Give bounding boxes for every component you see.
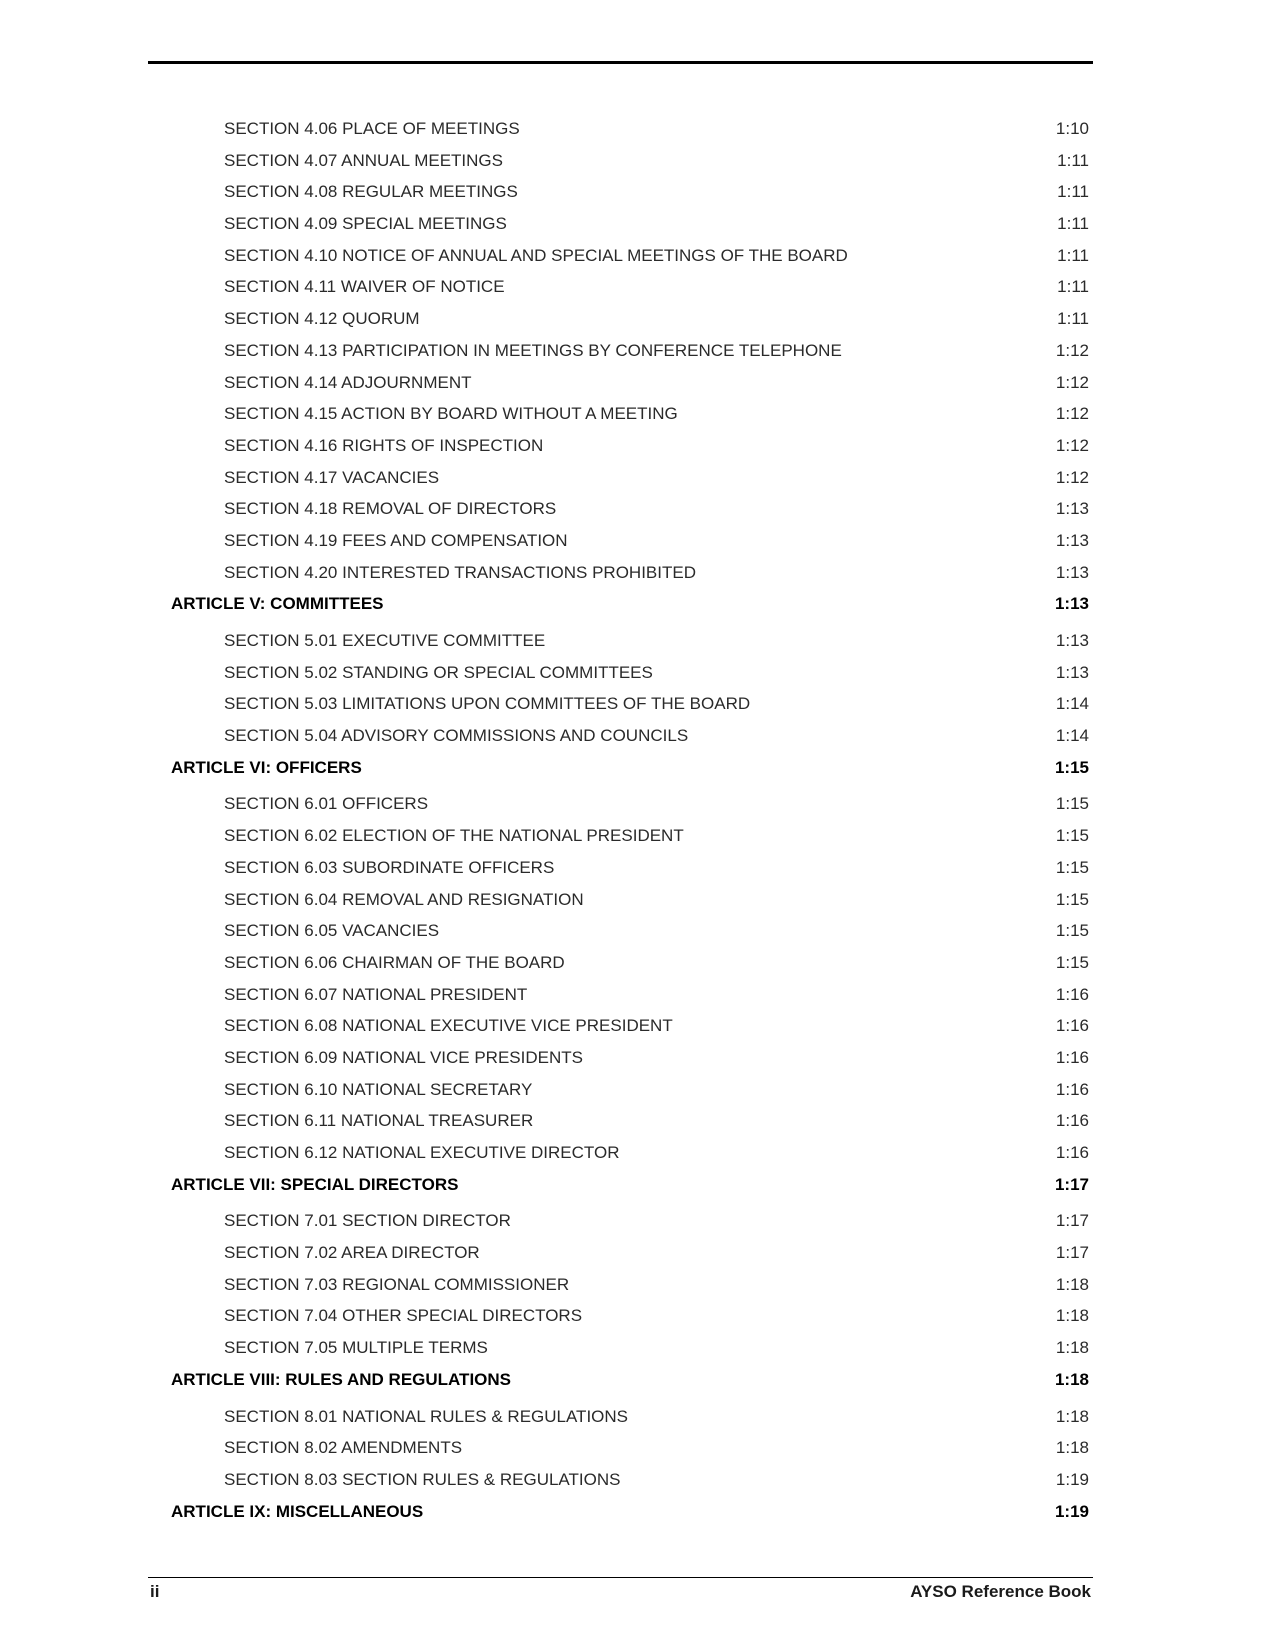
toc-entry-title: SECTION 6.01 OFFICERS: [224, 794, 429, 814]
toc-section-entry[interactable]: [148, 1401, 1089, 1433]
toc-article-entry[interactable]: [148, 1496, 1089, 1528]
toc-entry-page: 1:17: [1055, 1243, 1089, 1263]
toc-entry-page: 1:11: [1057, 245, 1089, 265]
toc-section-entry[interactable]: [148, 462, 1089, 494]
toc-entry-title: ARTICLE IX: MISCELLANEOUS: [171, 1501, 424, 1521]
toc-section-entry[interactable]: [148, 1137, 1089, 1169]
toc-section-entry[interactable]: [148, 820, 1089, 852]
toc-section-entry[interactable]: [148, 657, 1089, 689]
toc-entry-title: SECTION 5.01 EXECUTIVE COMMITTEE: [224, 631, 546, 650]
toc-entry-title: SECTION 6.02 ELECTION OF THE NATIONAL PRESIDENT: [224, 826, 684, 846]
toc-entry-page: 1:10: [1055, 119, 1089, 138]
toc-section-entry[interactable]: [148, 145, 1089, 177]
toc-entry-title: SECTION 4.19 FEES AND COMPENSATION: [224, 530, 568, 550]
toc-entry-title: SECTION 6.08 NATIONAL EXECUTIVE VICE PRESIDENT: [224, 1016, 673, 1036]
toc-section-entry[interactable]: [148, 240, 1089, 272]
toc-section-entry[interactable]: [148, 915, 1089, 947]
toc-entry-title: SECTION 7.02 AREA DIRECTOR: [224, 1243, 480, 1263]
toc-entry-title: SECTION 4.12 QUORUM: [224, 309, 420, 329]
toc-entry-title: SECTION 5.04 ADVISORY COMMISSIONS AND COUNCILS: [224, 726, 689, 746]
toc-entry-title: SECTION 4.13 PARTICIPATION IN MEETINGS BY CONFERENCE TELEPHONE: [224, 340, 842, 360]
toc-entry-page: 1:15: [1055, 952, 1089, 972]
toc-entry-title: SECTION 6.11 NATIONAL TREASURER: [224, 1111, 534, 1131]
toc-entry-page: 1:12: [1055, 372, 1089, 392]
toc-section-entry[interactable]: [148, 720, 1089, 752]
toc-entry-title: SECTION 6.06 CHAIRMAN OF THE BOARD: [224, 952, 565, 972]
toc-entry-page: 1:18: [1055, 1274, 1089, 1294]
toc-section-entry[interactable]: [148, 1074, 1089, 1106]
toc-entry-title: SECTION 7.03 REGIONAL COMMISSIONER: [224, 1274, 570, 1294]
toc-entry-title: SECTION 6.07 NATIONAL PRESIDENT: [224, 984, 528, 1004]
toc-section-entry[interactable]: [148, 1269, 1089, 1301]
toc-entry-page: 1:16: [1055, 1111, 1089, 1131]
toc-entry-page: 1:19: [1055, 1469, 1089, 1489]
toc-section-entry[interactable]: [148, 113, 1089, 145]
toc-entry-page: 1:11: [1057, 182, 1089, 202]
toc-section-entry[interactable]: [148, 525, 1089, 557]
toc-entry-page: 1:15: [1055, 794, 1089, 814]
toc-article-entry[interactable]: [148, 752, 1089, 784]
toc-section-entry[interactable]: [148, 625, 1089, 657]
toc-entry-title: SECTION 4.11 WAIVER OF NOTICE: [224, 277, 505, 297]
toc-entry-title: SECTION 4.08 REGULAR MEETINGS: [224, 182, 518, 202]
toc-entry-page: 1:11: [1057, 309, 1089, 329]
toc-section-entry[interactable]: [148, 1237, 1089, 1269]
toc-entry-page: 1:17: [1054, 1174, 1089, 1194]
table-of-contents: [148, 113, 1089, 1532]
toc-entry-title: SECTION 4.18 REMOVAL OF DIRECTORS: [224, 499, 557, 519]
footer-page-number: ii: [150, 1582, 160, 1601]
toc-entry-title: SECTION 7.05 MULTIPLE TERMS: [224, 1338, 488, 1358]
toc-section-entry[interactable]: [148, 947, 1089, 979]
toc-entry-title: SECTION 6.09 NATIONAL VICE PRESIDENTS: [224, 1047, 583, 1067]
toc-entry-page: 1:14: [1055, 694, 1089, 714]
toc-entry-page: 1:18: [1055, 1306, 1089, 1326]
toc-entry-title: SECTION 6.05 VACANCIES: [224, 921, 440, 941]
toc-entry-title: SECTION 5.02 STANDING OR SPECIAL COMMITTEES: [224, 662, 653, 682]
toc-section-entry[interactable]: [148, 430, 1089, 462]
toc-section-entry[interactable]: [148, 1464, 1089, 1496]
toc-entry-title: SECTION 4.17 VACANCIES: [224, 467, 440, 487]
toc-entry-page: 1:19: [1054, 1501, 1089, 1521]
toc-entry-title: SECTION 4.07 ANNUAL MEETINGS: [224, 150, 503, 170]
toc-entry-title: SECTION 6.12 NATIONAL EXECUTIVE DIRECTOR: [224, 1143, 620, 1162]
footer-book-title: AYSO Reference Book: [910, 1582, 1091, 1601]
toc-section-entry[interactable]: [148, 979, 1089, 1011]
toc-entry-page: 1:16: [1055, 1079, 1089, 1099]
toc-section-entry[interactable]: [148, 493, 1089, 525]
toc-section-entry[interactable]: [148, 1332, 1089, 1364]
toc-section-entry[interactable]: [148, 1300, 1089, 1332]
toc-entry-title: SECTION 6.04 REMOVAL AND RESIGNATION: [224, 889, 584, 909]
toc-entry-page: 1:12: [1055, 435, 1089, 455]
toc-entry-title: ARTICLE VI: OFFICERS: [171, 757, 362, 777]
toc-article-entry[interactable]: [148, 1169, 1089, 1201]
toc-entry-page: 1:17: [1055, 1211, 1089, 1231]
toc-entry-page: 1:11: [1057, 277, 1089, 297]
toc-entry-title: SECTION 7.01 SECTION DIRECTOR: [224, 1211, 511, 1231]
toc-section-entry[interactable]: [148, 1010, 1089, 1042]
toc-entry-title: SECTION 8.01 NATIONAL RULES & REGULATIONS: [224, 1406, 629, 1426]
toc-entry-page: 1:18: [1055, 1338, 1089, 1358]
toc-entry-title: SECTION 4.16 RIGHTS OF INSPECTION: [224, 435, 544, 455]
toc-section-entry[interactable]: [148, 557, 1089, 589]
toc-entry-page: 1:12: [1055, 467, 1089, 487]
toc-section-entry[interactable]: [148, 1105, 1089, 1137]
header-rule: [148, 61, 1093, 64]
toc-entry-page: 1:16: [1055, 1047, 1089, 1067]
toc-entry-page: 1:13: [1055, 631, 1089, 650]
toc-entry-title: SECTION 4.10 NOTICE OF ANNUAL AND SPECIAL MEETINGS OF THE BOARD: [224, 245, 848, 265]
toc-section-entry[interactable]: [148, 398, 1089, 430]
toc-entry-title: SECTION 4.06 PLACE OF MEETINGS: [224, 119, 520, 138]
toc-entry-page: 1:12: [1055, 340, 1089, 360]
toc-section-entry[interactable]: [148, 788, 1089, 820]
toc-entry-title: ARTICLE V: COMMITTEES: [171, 594, 384, 614]
toc-entry-page: 1:14: [1055, 726, 1089, 746]
toc-entry-title: SECTION 4.14 ADJOURNMENT: [224, 372, 472, 392]
toc-entry-page: 1:11: [1057, 150, 1089, 170]
toc-entry-page: 1:13: [1055, 662, 1089, 682]
toc-section-entry[interactable]: [148, 176, 1089, 208]
toc-section-entry[interactable]: [148, 1432, 1089, 1464]
toc-entry-page: 1:12: [1055, 404, 1089, 424]
toc-entry-page: 1:18: [1055, 1438, 1089, 1458]
toc-entry-page: 1:15: [1055, 921, 1089, 941]
toc-article-entry[interactable]: [148, 1364, 1089, 1396]
toc-section-entry[interactable]: [148, 852, 1089, 884]
toc-entry-page: 1:13: [1055, 530, 1089, 550]
toc-entry-page: 1:18: [1054, 1369, 1089, 1389]
toc-entry-title: SECTION 5.03 LIMITATIONS UPON COMMITTEES OF THE BOARD: [224, 694, 751, 714]
toc-entry-page: 1:15: [1055, 857, 1089, 877]
toc-section-entry[interactable]: [148, 208, 1089, 240]
toc-entry-title: SECTION 8.03 SECTION RULES & REGULATIONS: [224, 1469, 621, 1489]
toc-entry-page: 1:16: [1055, 984, 1089, 1004]
toc-entry-title: SECTION 6.10 NATIONAL SECRETARY: [224, 1079, 533, 1099]
toc-section-entry[interactable]: [148, 1205, 1089, 1237]
toc-entry-page: 1:11: [1057, 214, 1089, 234]
toc-entry-page: 1:13: [1054, 594, 1089, 614]
footer-rule: [148, 1577, 1093, 1578]
toc-entry-title: SECTION 8.02 AMENDMENTS: [224, 1438, 463, 1458]
toc-entry-title: ARTICLE VIII: RULES AND REGULATIONS: [171, 1369, 511, 1389]
toc-entry-page: 1:16: [1055, 1016, 1089, 1036]
toc-section-entry[interactable]: [148, 367, 1089, 399]
toc-entry-title: SECTION 7.04 OTHER SPECIAL DIRECTORS: [224, 1306, 583, 1326]
toc-entry-page: 1:18: [1055, 1406, 1089, 1426]
toc-entry-title: SECTION 6.03 SUBORDINATE OFFICERS: [224, 857, 555, 877]
toc-article-entry[interactable]: [148, 588, 1089, 620]
toc-entry-page: 1:15: [1054, 757, 1089, 777]
toc-section-entry[interactable]: [148, 688, 1089, 720]
toc-entry-page: 1:15: [1055, 889, 1089, 909]
toc-entry-title: SECTION 4.09 SPECIAL MEETINGS: [224, 214, 507, 234]
toc-section-entry[interactable]: [148, 1042, 1089, 1074]
toc-entry-page: 1:13: [1055, 499, 1089, 519]
toc-section-entry[interactable]: [148, 271, 1089, 303]
toc-entry-page: 1:15: [1055, 826, 1089, 846]
toc-entry-title: ARTICLE VII: SPECIAL DIRECTORS: [171, 1174, 459, 1194]
toc-section-entry[interactable]: [148, 335, 1089, 367]
toc-section-entry[interactable]: [148, 303, 1089, 335]
toc-entry-title: SECTION 4.20 INTERESTED TRANSACTIONS PROHIBITED: [224, 562, 696, 582]
toc-entry-title: SECTION 4.15 ACTION BY BOARD WITHOUT A MEETING: [224, 404, 678, 424]
toc-entry-page: 1:16: [1055, 1143, 1089, 1162]
toc-entry-page: 1:13: [1055, 562, 1089, 582]
toc-section-entry[interactable]: [148, 884, 1089, 916]
